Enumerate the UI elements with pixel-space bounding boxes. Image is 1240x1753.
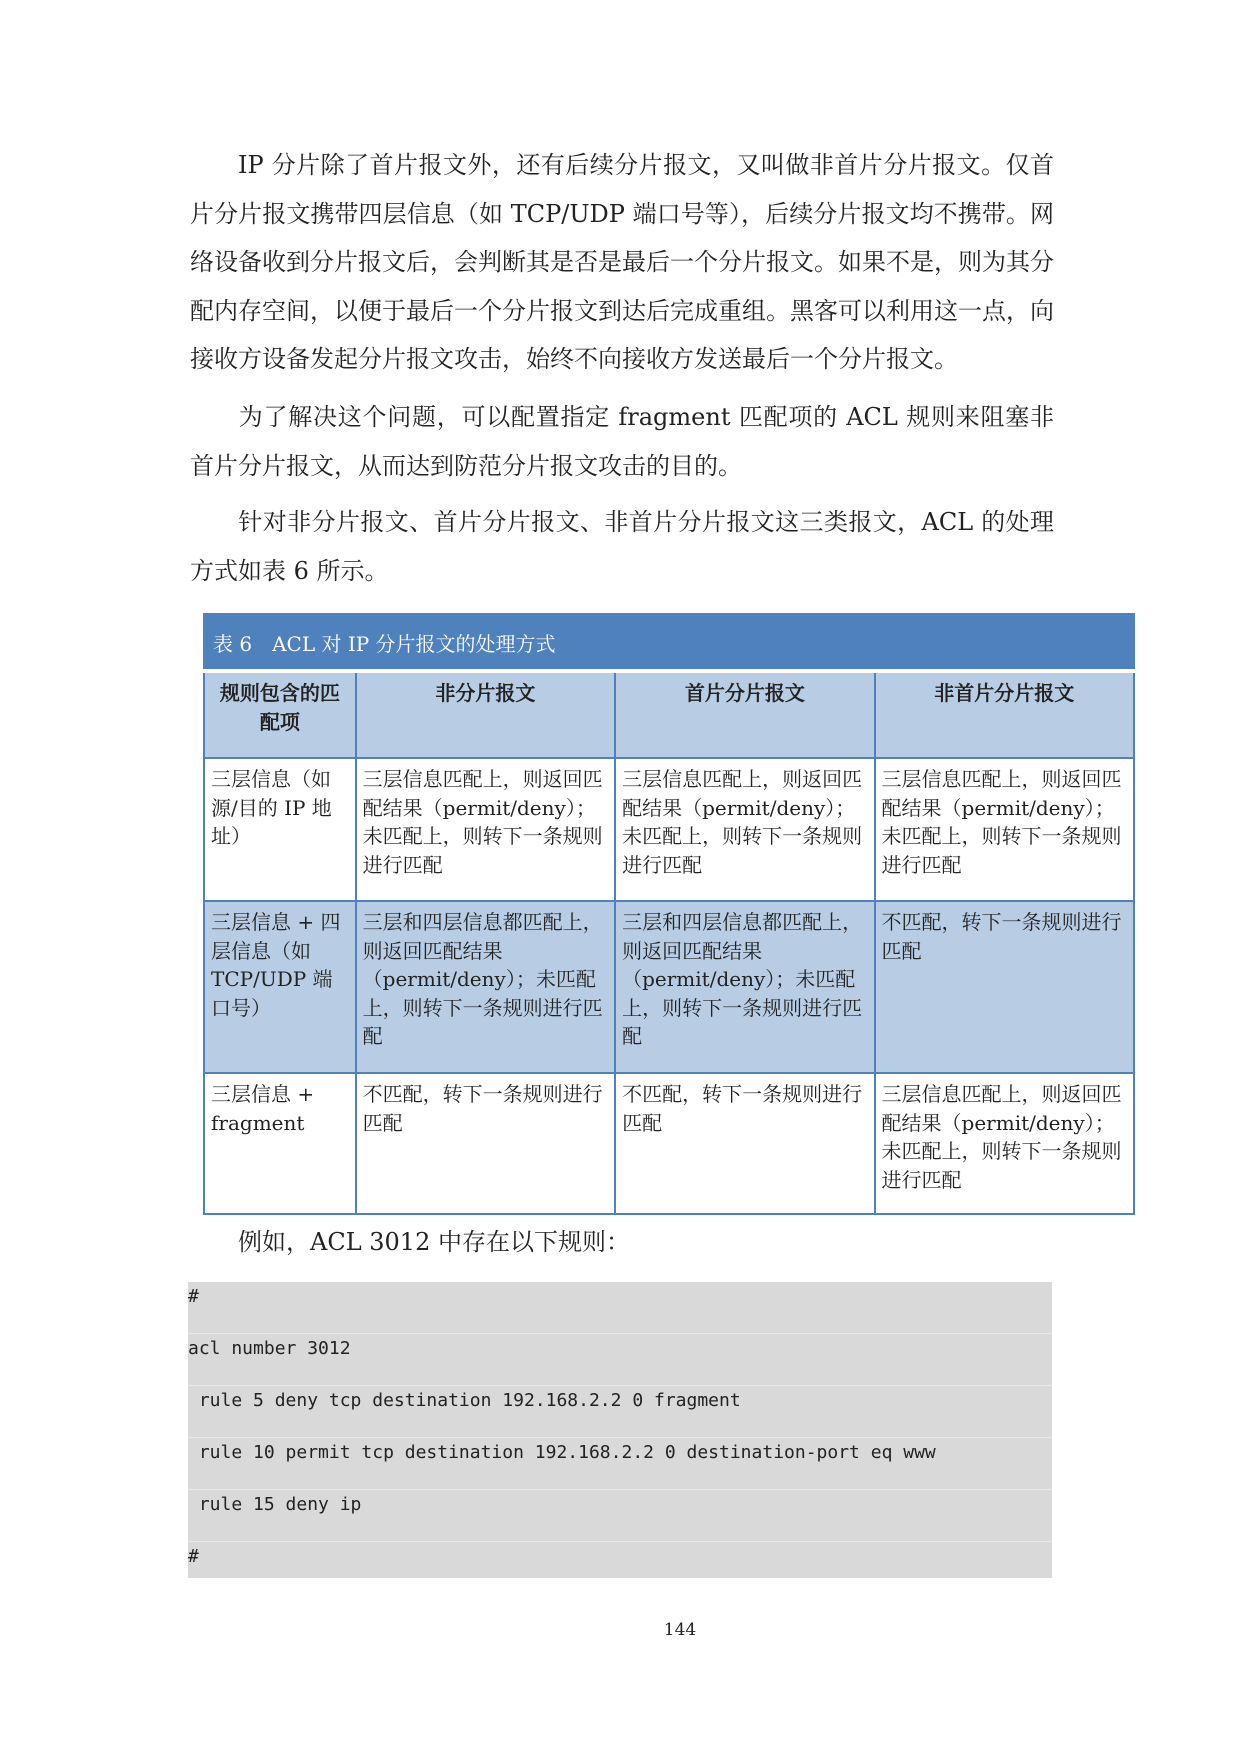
table-row <box>204 901 1134 1073</box>
table-header: 非首片分片报文 <box>875 671 1134 758</box>
table-row <box>204 758 1134 901</box>
paragraph-3: 针对非分片报文、首片分片报文、非首片分片报文这三类报文，ACL 的处理方式如表 6 所示。 <box>190 508 1054 585</box>
table-cell: 三层信息匹配上，则返回匹配结果（permit/deny）；未匹配上，则转下一条规则进行匹配 <box>356 758 615 901</box>
example-intro: 例如，ACL 3012 中存在以下规则： <box>238 1228 630 1256</box>
code-line: acl number 3012 <box>188 1334 1052 1386</box>
table-caption: 表 6 ACL 对 IP 分片报文的处理方式 <box>204 614 1134 671</box>
table-cell: 三层信息匹配上，则返回匹配结果（permit/deny）；未匹配上，则转下一条规则进行匹配 <box>875 758 1134 901</box>
table-cell: 三层信息 + 四层信息（如 TCP/UDP 端口号） <box>204 901 356 1073</box>
table-cell: 三层和四层信息都匹配上，则返回匹配结果（permit/deny）；未匹配上，则转下一条规则进行匹配 <box>356 901 615 1073</box>
table-cell: 三层信息匹配上，则返回匹配结果（permit/deny）；未匹配上，则转下一条规则进行匹配 <box>615 758 874 901</box>
code-line: rule 5 deny tcp destination 192.168.2.2 0 fragment <box>188 1386 1052 1438</box>
table-cell: 三层信息匹配上，则返回匹配结果（permit/deny）；未匹配上，则转下一条规则进行匹配 <box>875 1073 1134 1214</box>
table-header: 规则包含的匹配项 <box>204 671 356 758</box>
table-header: 首片分片报文 <box>615 671 874 758</box>
table-row <box>204 1073 1134 1214</box>
table-cell: 不匹配，转下一条规则进行匹配 <box>356 1073 615 1214</box>
code-block <box>188 1282 1052 1578</box>
acl-fragment-table <box>203 613 1135 1215</box>
code-line: rule 10 permit tcp destination 192.168.2.2 0 destination-port eq www <box>188 1438 1052 1490</box>
table-cell: 三层信息（如源/目的 IP 地址） <box>204 758 356 901</box>
code-line: rule 15 deny ip <box>188 1490 1052 1542</box>
table-cell: 三层信息 + fragment <box>204 1073 356 1214</box>
page-number: 144 <box>663 1620 697 1640</box>
table-cell: 不匹配，转下一条规则进行匹配 <box>615 1073 874 1214</box>
code-line: # <box>188 1546 199 1567</box>
code-line: # <box>188 1282 1052 1334</box>
table-cell: 三层和四层信息都匹配上，则返回匹配结果（permit/deny）；未匹配上，则转下一条规则进行匹配 <box>615 901 874 1073</box>
paragraph-1: IP 分片除了首片报文外，还有后续分片报文，又叫做非首片分片报文。仅首片分片报文携带四层信息（如 TCP/UDP 端口号等），后续分片报文均不携带。网络设备收到分片报文后，会判断其是否是最后一个分片报文。如果不是，则为其分配内存空间，以便于最后一个分片报文到达后完成重组。黑客可以利用这一点，向接收方设备发起分片报文攻击，始终不向接收方发送最后一个分片报文。 <box>190 151 1054 373</box>
table-header: 非分片报文 <box>356 671 615 758</box>
table-cell: 不匹配，转下一条规则进行匹配 <box>875 901 1134 1073</box>
paragraph-2: 为了解决这个问题，可以配置指定 fragment 匹配项的 ACL 规则来阻塞非首片分片报文，从而达到防范分片报文攻击的目的。 <box>190 403 1054 480</box>
